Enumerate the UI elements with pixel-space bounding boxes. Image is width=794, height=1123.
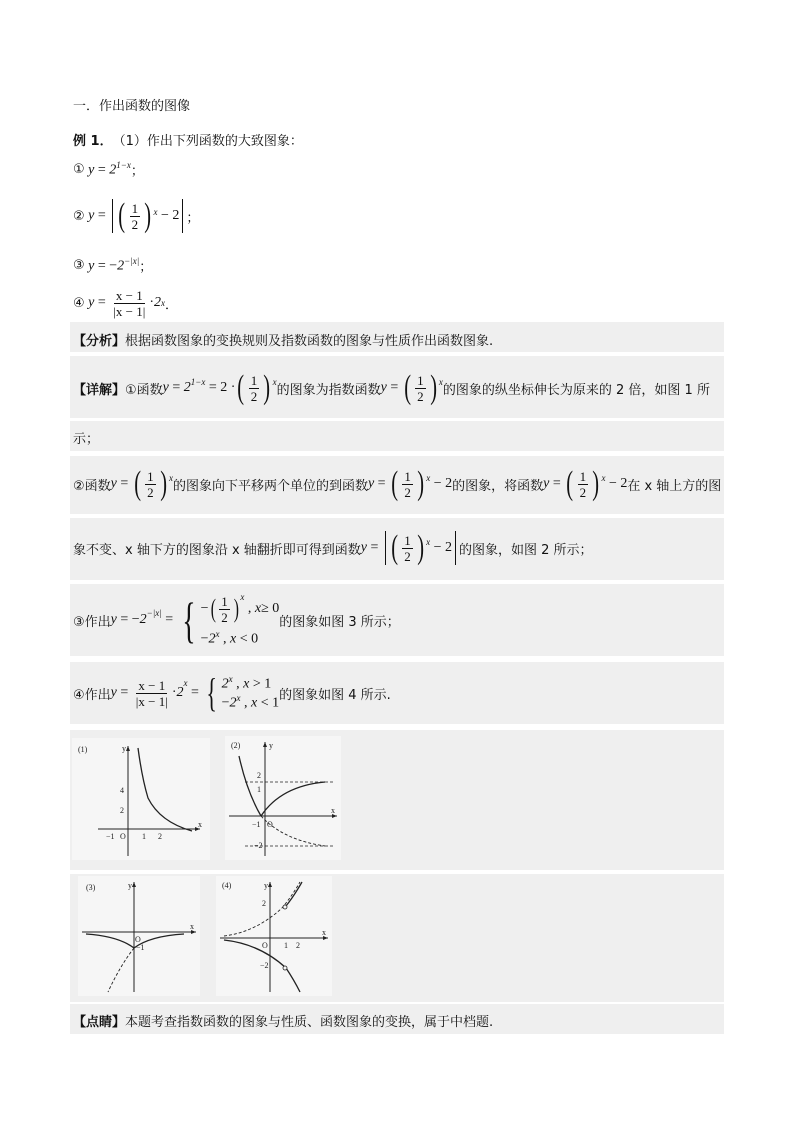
- svg-text:x: x: [190, 922, 194, 931]
- formula-detail-2c: y = ( $\frac{1}{2}$ ) $^x$ − 2: [543, 465, 628, 502]
- detail-text: 的图象向下平移两个单位的到函数: [172, 478, 368, 494]
- example-heading: [73, 130, 303, 149]
- svg-text:x: x: [198, 820, 202, 829]
- svg-text:2: 2: [257, 771, 261, 780]
- item-number: ①: [73, 162, 85, 177]
- comment: [73, 1011, 493, 1030]
- item-tail: ；: [130, 164, 144, 179]
- item-1: [73, 160, 144, 179]
- svg-text:O: O: [267, 820, 273, 829]
- figure-4: [216, 876, 332, 996]
- svg-text:y: y: [122, 744, 126, 753]
- item-tail: ；: [139, 260, 153, 275]
- analysis: [73, 330, 493, 349]
- formula-detail-3: y = − 2 $^{-|x|}$ = { − ( $\frac{1}{2}$ ) $^x$ , x ≥ 0 $-2^x$ , x < 0: [110, 592, 280, 648]
- figure-label: (3): [86, 883, 96, 892]
- formula-detail-4: y = $\frac{x - 1}{|x - 1|}$ · 2 $^x$ = { 2$^x$ , x > 1 $-2^x$ , x < 1: [110, 670, 280, 715]
- figure-1: [72, 738, 210, 860]
- detail-text: ④作出: [73, 687, 111, 703]
- detail-paragraph-1: [73, 364, 710, 412]
- svg-text:2: 2: [296, 941, 300, 950]
- detail-paragraph-2-cont: [73, 524, 593, 572]
- detail-text: ②函数: [73, 478, 111, 494]
- svg-text:−1: −1: [106, 832, 115, 841]
- formula-detail-1: y = 2 $^{1-x}$ = 2 · ( $\frac{1}{2}$ ) $^x$: [162, 369, 277, 406]
- detail-text: ①函数: [125, 382, 163, 398]
- item-number: ②: [73, 208, 85, 224]
- svg-text:1: 1: [284, 941, 288, 950]
- figure-label: (1): [78, 745, 88, 754]
- formula-1: $y = 2^{1-x}$: [84, 160, 131, 178]
- svg-text:2: 2: [120, 806, 124, 815]
- svg-text:x: x: [322, 928, 326, 937]
- formula-detail-2b: y = ( $\frac{1}{2}$ ) $^x$ − 2: [367, 465, 453, 502]
- detail-text: 示；: [73, 432, 100, 447]
- svg-text:2: 2: [158, 832, 162, 841]
- svg-text:O: O: [262, 941, 268, 950]
- item-number: ④: [73, 295, 85, 311]
- example-part: （1）作出下列函数的大致图象：: [112, 134, 303, 149]
- svg-text:1: 1: [142, 832, 146, 841]
- svg-text:O: O: [120, 832, 126, 841]
- detail-paragraph-4: [73, 670, 391, 716]
- svg-text:4: 4: [120, 786, 124, 795]
- analysis-tag: 【分析】: [73, 334, 126, 349]
- figure-label: (4): [222, 881, 232, 890]
- formula-detail-2d: y = ( $\frac{1}{2}$ ) $^x$ − 2: [361, 531, 459, 565]
- formula-detail-2a: y = ( $\frac{1}{2}$ ) $^x$: [110, 465, 173, 502]
- formula-2: y = ( $\frac{1}{2}$ ) $^x$ − 2: [85, 199, 187, 233]
- svg-text:x: x: [331, 806, 335, 815]
- svg-text:−2: −2: [254, 841, 263, 850]
- svg-text:O: O: [135, 935, 141, 944]
- figure-3: [78, 876, 200, 996]
- svg-text:y: y: [128, 881, 132, 890]
- formula-4: y = $\frac{x - 1}{|x - 1|}$ · 2 x: [84, 287, 165, 319]
- item-number: ③: [73, 258, 85, 273]
- detail-paragraph-1-end: [73, 428, 99, 447]
- section-title: 一．作出函数的图像: [73, 99, 191, 114]
- figure-2: [225, 736, 341, 860]
- svg-text:2: 2: [262, 899, 266, 908]
- example-label: 例 1．: [73, 134, 113, 149]
- comment-text: 本题考查指数函数的图象与性质、函数图象的变换，属于中档题.: [125, 1015, 494, 1030]
- svg-text:1: 1: [257, 785, 261, 794]
- svg-text:−1: −1: [252, 820, 261, 829]
- svg-text:y: y: [269, 741, 273, 750]
- detail-text: 象不变、x 轴下方的图象沿 x 轴翻折即可得到函数: [73, 542, 361, 558]
- detail-text: 的图象为指数函数: [276, 382, 381, 398]
- formula-3: $y = -2^{-|x|}$: [84, 256, 140, 274]
- item-2: [73, 192, 199, 240]
- detail-text: 的图象，将函数: [452, 478, 544, 494]
- item-tail: ；: [186, 210, 200, 226]
- item-3: [73, 256, 152, 275]
- figure-label: (2): [231, 741, 241, 750]
- formula-detail-1b: y = ( $\frac{1}{2}$ ) $^x$: [380, 369, 443, 406]
- comment-tag: 【点睛】: [73, 1015, 126, 1030]
- detail-text: 的图象，如图 2 所示；: [458, 542, 593, 558]
- analysis-text: 根据函数图象的变换规则及指数函数的图象与性质作出函数图象.: [125, 334, 494, 349]
- svg-text:−2: −2: [260, 961, 269, 970]
- detail-paragraph-2: [73, 460, 721, 508]
- detail-text: ③作出: [73, 614, 111, 630]
- svg-text:−1: −1: [136, 943, 145, 952]
- item-4: [73, 285, 178, 321]
- item-tail: ．: [165, 297, 179, 313]
- detail-text: 的图象如图 4 所示.: [279, 687, 391, 703]
- svg-text:y: y: [264, 881, 268, 890]
- detail-text: 的图象如图 3 所示；: [279, 614, 400, 630]
- detail-text: 在 x 轴上方的图: [627, 478, 722, 494]
- detail-tag: 【详解】: [73, 382, 126, 398]
- detail-text: 的图象的纵坐标伸长为原来的 2 倍，如图 1 所: [442, 382, 710, 398]
- detail-paragraph-3: [73, 590, 400, 650]
